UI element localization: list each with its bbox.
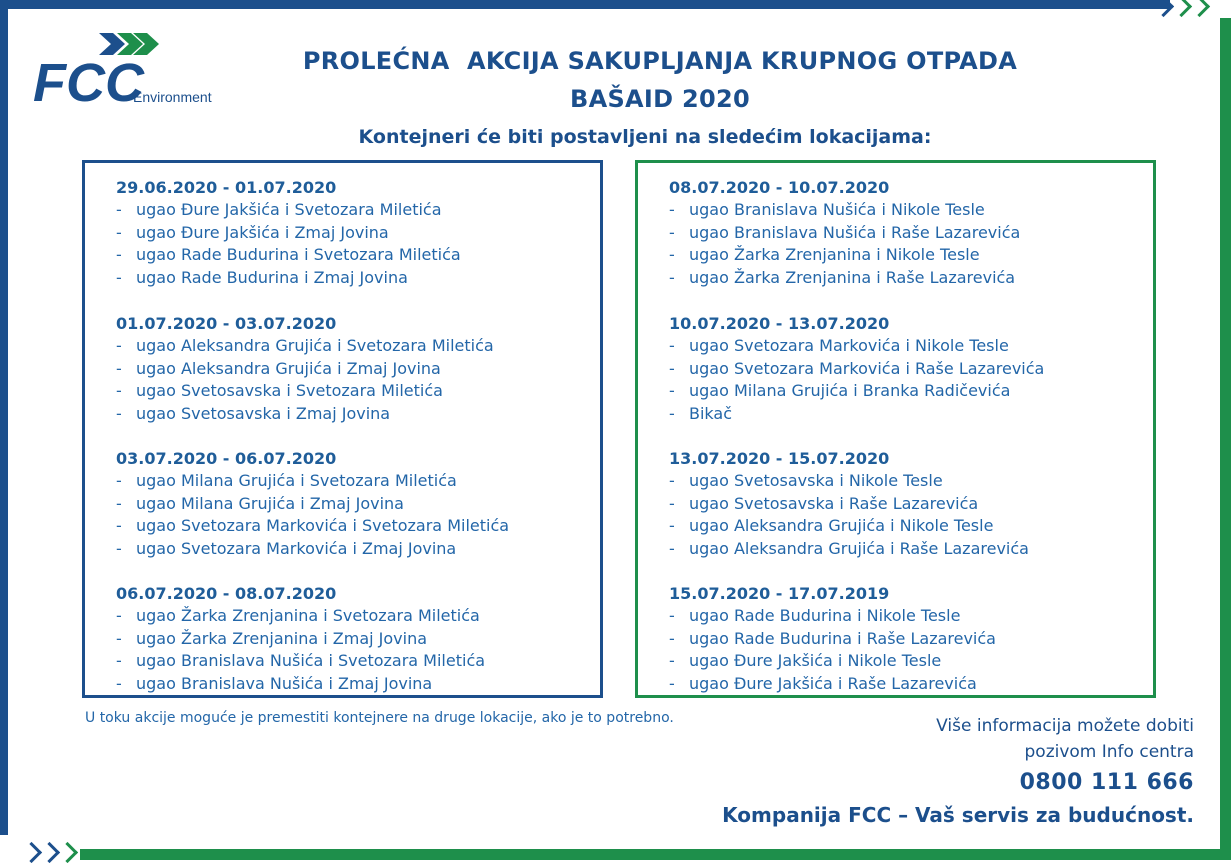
info-phone-number: 0800 111 666 — [1019, 770, 1194, 795]
list-bullet: - — [669, 222, 675, 242]
schedule-date-range: 15.07.2020 - 17.07.2019 — [669, 584, 890, 603]
location-text: ugao Branislava Nušića i Nikole Tesle — [689, 200, 985, 219]
location-text: ugao Žarka Zrenjanina i Nikole Tesle — [689, 245, 980, 265]
location-text: ugao Rade Budurina i Svetozara Miletića — [136, 245, 461, 265]
left-border-bar — [0, 0, 8, 835]
location-list-item — [669, 358, 1044, 381]
list-bullet: - — [116, 381, 122, 401]
list-bullet: - — [116, 651, 122, 671]
location-list-item — [116, 538, 509, 561]
location-text: ugao Branislava Nušića i Zmaj Jovina — [136, 674, 433, 694]
location-list-item — [669, 267, 1020, 290]
relocation-note: U toku akcije moguće je premestiti kontejnere na druge lokacije, ako je to potrebno. — [85, 710, 674, 726]
list-bullet: - — [669, 358, 675, 378]
location-text: ugao Svetozara Markovića i Zmaj Jovina — [136, 539, 457, 559]
list-bullet: - — [669, 245, 675, 265]
top-border-bar — [0, 0, 1170, 9]
location-text: ugao Svetozara Markovića i Nikole Tesle — [689, 336, 1009, 355]
location-text: ugao Aleksandra Grujića i Svetozara Miletića — [136, 336, 494, 355]
chevron-right-icon — [1189, 0, 1210, 17]
schedule-group — [669, 177, 1020, 290]
schedule-group — [669, 583, 996, 696]
list-bullet: - — [116, 404, 122, 424]
location-list-item — [116, 199, 461, 222]
schedule-date-range: 10.07.2020 - 13.07.2020 — [669, 314, 890, 333]
location-list-item — [669, 515, 1029, 538]
location-list-item — [116, 470, 509, 493]
location-list-item — [669, 199, 1020, 222]
list-bullet: - — [116, 268, 122, 288]
list-bullet: - — [116, 336, 122, 355]
list-bullet: - — [116, 674, 122, 694]
schedule-date-range: 29.06.2020 - 01.07.2020 — [116, 178, 337, 197]
location-list-item — [116, 673, 485, 696]
location-list-item — [669, 335, 1044, 358]
info-text-line2: pozivom Info centra — [1024, 742, 1194, 762]
list-bullet: - — [669, 628, 675, 648]
location-text: ugao Rade Budurina i Raše Lazarevića — [689, 628, 996, 648]
schedule-group — [116, 313, 494, 426]
schedule-date-range: 03.07.2020 - 06.07.2020 — [116, 449, 337, 468]
location-text: ugao Svetozara Markovića i Raše Lazarevića — [689, 358, 1045, 378]
location-text: ugao Svetosavska i Svetozara Miletića — [136, 381, 443, 401]
company-slogan: Kompanija FCC – Vaš servis za budućnost. — [722, 803, 1194, 827]
schedule-date-range: 08.07.2020 - 10.07.2020 — [669, 178, 890, 197]
list-bullet: - — [669, 516, 675, 536]
location-text: ugao Đure Jakšića i Zmaj Jovina — [136, 222, 389, 242]
location-list-item — [669, 380, 1044, 403]
list-bullet: - — [116, 628, 122, 648]
location-text: ugao Žarka Zrenjanina i Raše Lazarevića — [689, 268, 1016, 288]
location-list-item — [116, 222, 461, 245]
location-text: ugao Žarka Zrenjanina i Svetozara Miletića — [136, 606, 480, 625]
schedule-group — [669, 313, 1044, 426]
list-bullet: - — [669, 606, 675, 625]
location-text: ugao Aleksandra Grujića i Nikole Tesle — [689, 516, 994, 536]
chevron-right-icon — [1171, 0, 1192, 17]
location-text: Bikač — [689, 404, 733, 424]
location-text: ugao Rade Budurina i Nikole Tesle — [689, 606, 961, 625]
schedule-group — [669, 448, 1029, 561]
location-text: ugao Đure Jakšića i Raše Lazarevića — [689, 674, 977, 694]
location-text: ugao Svetosavska i Zmaj Jovina — [136, 404, 391, 424]
list-bullet: - — [669, 539, 675, 559]
location-list-item — [116, 628, 485, 651]
list-bullet: - — [116, 222, 122, 242]
logo-text: FCC — [33, 53, 144, 105]
schedule-group — [116, 583, 485, 696]
list-bullet: - — [669, 493, 675, 513]
schedule-group — [116, 448, 509, 561]
location-text: ugao Svetosavska i Raše Lazarevića — [689, 493, 979, 513]
location-list-item — [669, 628, 996, 651]
info-text-line1: Više informacija možete dobiti — [936, 716, 1194, 736]
location-list-item — [669, 244, 1020, 267]
list-bullet: - — [116, 358, 122, 378]
location-list-item — [669, 222, 1020, 245]
list-bullet: - — [669, 268, 675, 288]
left-schedule-box — [82, 160, 603, 698]
location-list-item — [669, 650, 996, 673]
location-list-item — [116, 380, 494, 403]
location-text: ugao Branislava Nušića i Raše Lazarevića — [689, 222, 1021, 242]
schedule-date-range: 13.07.2020 - 15.07.2020 — [669, 449, 890, 468]
location-text: ugao Svetozara Markovića i Svetozara Miletića — [136, 516, 510, 536]
list-bullet: - — [116, 245, 122, 265]
page-title: PROLEĆNA AKCIJA SAKUPLJANJA KRUPNOG OTPADA — [302, 47, 1018, 75]
location-list-item — [116, 493, 509, 516]
list-bullet: - — [669, 404, 675, 424]
location-list-item — [116, 358, 494, 381]
list-bullet: - — [116, 606, 122, 625]
list-bullet: - — [669, 471, 675, 490]
location-list-item — [669, 605, 996, 628]
location-list-item — [116, 650, 485, 673]
location-list-item — [116, 403, 494, 426]
location-list-item — [669, 470, 1029, 493]
location-text: ugao Branislava Nušića i Svetozara Miletića — [136, 651, 486, 671]
chevron-right-icon — [1153, 0, 1174, 17]
page-title-year: BAŠAID 2020 — [569, 85, 751, 113]
schedule-date-range: 01.07.2020 - 03.07.2020 — [116, 314, 337, 333]
location-list-item — [669, 403, 1044, 426]
location-list-item — [116, 335, 494, 358]
schedule-date-range: 06.07.2020 - 08.07.2020 — [116, 584, 337, 603]
list-bullet: - — [116, 493, 122, 513]
location-list-item — [669, 493, 1029, 516]
page-subtitle: Kontejneri će biti postavljeni na sledećim lokacijama: — [358, 126, 932, 148]
location-text: ugao Svetosavska i Nikole Tesle — [689, 471, 943, 490]
location-list-item — [116, 515, 509, 538]
list-bullet: - — [669, 200, 675, 219]
right-border-bar — [1220, 18, 1231, 860]
logo-subtext: Environment — [133, 89, 212, 105]
list-bullet: - — [669, 651, 675, 671]
location-text: ugao Aleksandra Grujića i Raše Lazarevića — [689, 539, 1029, 559]
location-text: ugao Milana Grujića i Zmaj Jovina — [136, 493, 404, 513]
location-text: ugao Milana Grujića i Branka Radičevića — [689, 381, 1011, 401]
location-text: ugao Đure Jakšića i Nikole Tesle — [689, 651, 942, 671]
location-text: ugao Đure Jakšića i Svetozara Miletića — [136, 200, 442, 219]
list-bullet: - — [116, 539, 122, 559]
location-list-item — [669, 538, 1029, 561]
list-bullet: - — [116, 516, 122, 536]
location-list-item — [669, 673, 996, 696]
list-bullet: - — [116, 200, 122, 219]
bottom-border-bar — [80, 849, 1231, 860]
right-schedule-box — [635, 160, 1156, 698]
list-bullet: - — [669, 674, 675, 694]
location-text: ugao Aleksandra Grujića i Zmaj Jovina — [136, 358, 441, 378]
location-text: ugao Žarka Zrenjanina i Zmaj Jovina — [136, 628, 428, 648]
list-bullet: - — [669, 381, 675, 401]
location-text: ugao Milana Grujića i Svetozara Miletića — [136, 471, 457, 490]
location-text: ugao Rade Budurina i Zmaj Jovina — [136, 268, 408, 288]
list-bullet: - — [669, 336, 675, 355]
location-list-item — [116, 244, 461, 267]
list-bullet: - — [116, 471, 122, 490]
location-list-item — [116, 267, 461, 290]
location-list-item — [116, 605, 485, 628]
schedule-group — [116, 177, 461, 290]
